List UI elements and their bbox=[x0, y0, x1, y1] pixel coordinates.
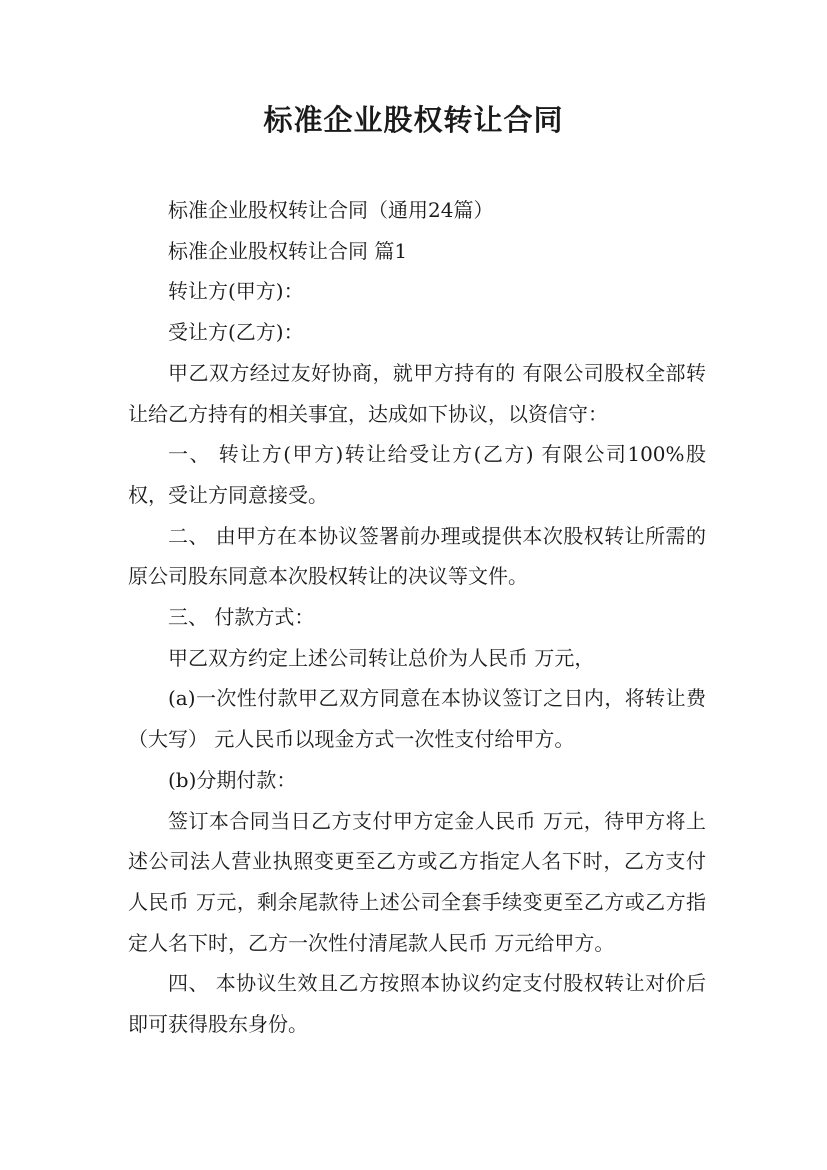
paragraph-clause-4: 四、 本协议生效且乙方按照本协议约定支付股权转让对价后即可获得股东身份。 bbox=[128, 971, 706, 1037]
document-title: 标准企业股权转让合同 bbox=[263, 103, 564, 137]
paragraph-section-heading: 标准企业股权转让合同 篇1 bbox=[168, 238, 408, 263]
paragraph-clause-1: 一、 转让方(甲方)转让给受让方(乙方) 有限公司100%股权，受让方同意接受。 bbox=[128, 442, 706, 507]
document-body bbox=[128, 190, 706, 1045]
paragraph-collection-title: 标准企业股权转让合同（通用24篇） bbox=[168, 198, 494, 222]
paragraph-installment-terms: 签订本合同当日乙方支付甲方定金人民币 万元，待甲方将上述公司法人营业执照变更至乙方或乙方指定人名下时，乙方支付人民币 万元，剩余尾款待上述公司全套手续变更至乙方或乙方指定人名下时，乙方一次性付清尾款人民币 万元给甲方。 bbox=[128, 808, 706, 955]
paragraph-lump-sum: (a)一次性付款甲乙双方同意在本协议签订之日内，将转让费（大写） 元人民币以现金方式一次性支付给甲方。 bbox=[128, 686, 706, 752]
paragraph-clause-3: 三、 付款方式： bbox=[168, 605, 315, 630]
paragraph-transferor: 转让方(甲方)： bbox=[168, 279, 304, 304]
paragraph-installment-heading: (b)分期付款： bbox=[168, 767, 297, 792]
paragraph-preamble: 甲乙双方经过友好协商，就甲方持有的 有限公司股权全部转让给乙方持有的相关事宜，达成如下协议，以资信守： bbox=[128, 360, 706, 426]
paragraph-clause-2: 二、 由甲方在本协议签署前办理或提供本次股权转让所需的原公司股东同意本次股权转让的决议等文件。 bbox=[128, 523, 706, 589]
paragraph-total-price: 甲乙双方约定上述公司转让总价为人民币 万元， bbox=[168, 645, 595, 670]
paragraph-transferee: 受让方(乙方)： bbox=[168, 320, 304, 345]
